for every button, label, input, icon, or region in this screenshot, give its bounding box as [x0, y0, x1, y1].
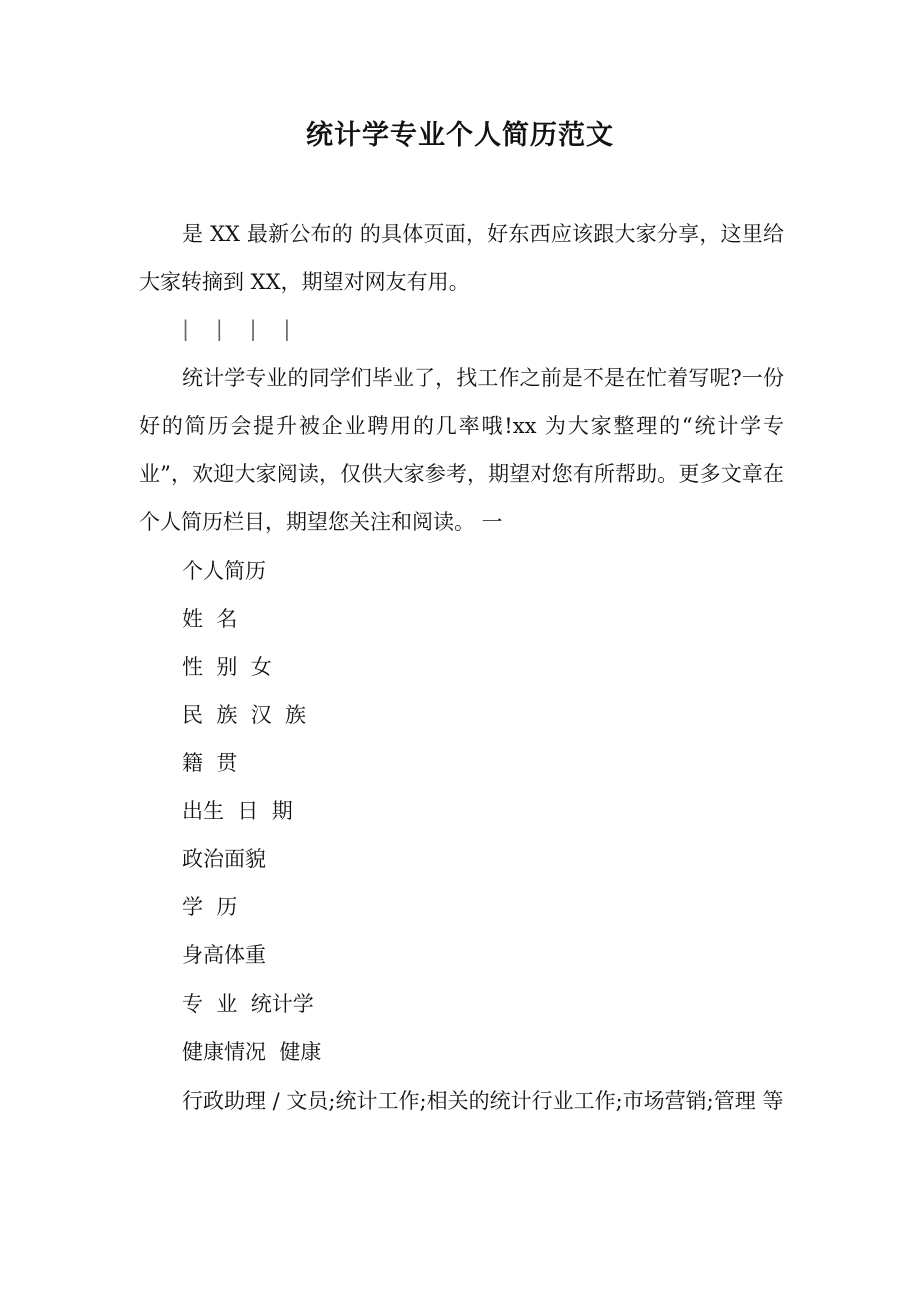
resume-health: 健康情况 健康 — [182, 1040, 322, 1064]
document-title: 统计学专业个人简历范文 — [306, 120, 614, 151]
resume-height-weight: 身高体重 — [182, 943, 266, 967]
body-paragraph: 统计学专业的同学们毕业了，找工作之前是不是在忙着写呢?一份好的简历会提升被企业聘用的几率哦!xx 为大家整理的“统计学专业”，欢迎大家阅读，仅供大家参考，期望对您有所帮助。更多文章在个人简历栏目，期望您关注和阅读。 一 — [139, 366, 784, 534]
resume-education: 学 历 — [182, 895, 238, 919]
resume-birth: 出生 日 期 — [182, 799, 293, 823]
intro-paragraph: 是 XX 最新公布的 的具体页面，好东西应该跟大家分享，这里给大家转摘到 XX，期望对网友有用。 — [139, 222, 784, 294]
resume-heading: 个人简历 — [182, 559, 266, 583]
resume-origin: 籍 贯 — [182, 751, 238, 775]
separator-pipes: | | | | — [182, 317, 291, 341]
resume-ethnicity: 民 族 汉 族 — [182, 703, 307, 727]
resume-name: 姓 名 — [182, 607, 238, 631]
resume-gender: 性 别 女 — [182, 655, 272, 679]
resume-objective: 行政助理 / 文员;统计工作;相关的统计行业工作;市场营销;管理 等 — [182, 1089, 784, 1113]
resume-major: 专 业 统计学 — [182, 992, 314, 1016]
resume-politics: 政治面貌 — [182, 847, 266, 871]
